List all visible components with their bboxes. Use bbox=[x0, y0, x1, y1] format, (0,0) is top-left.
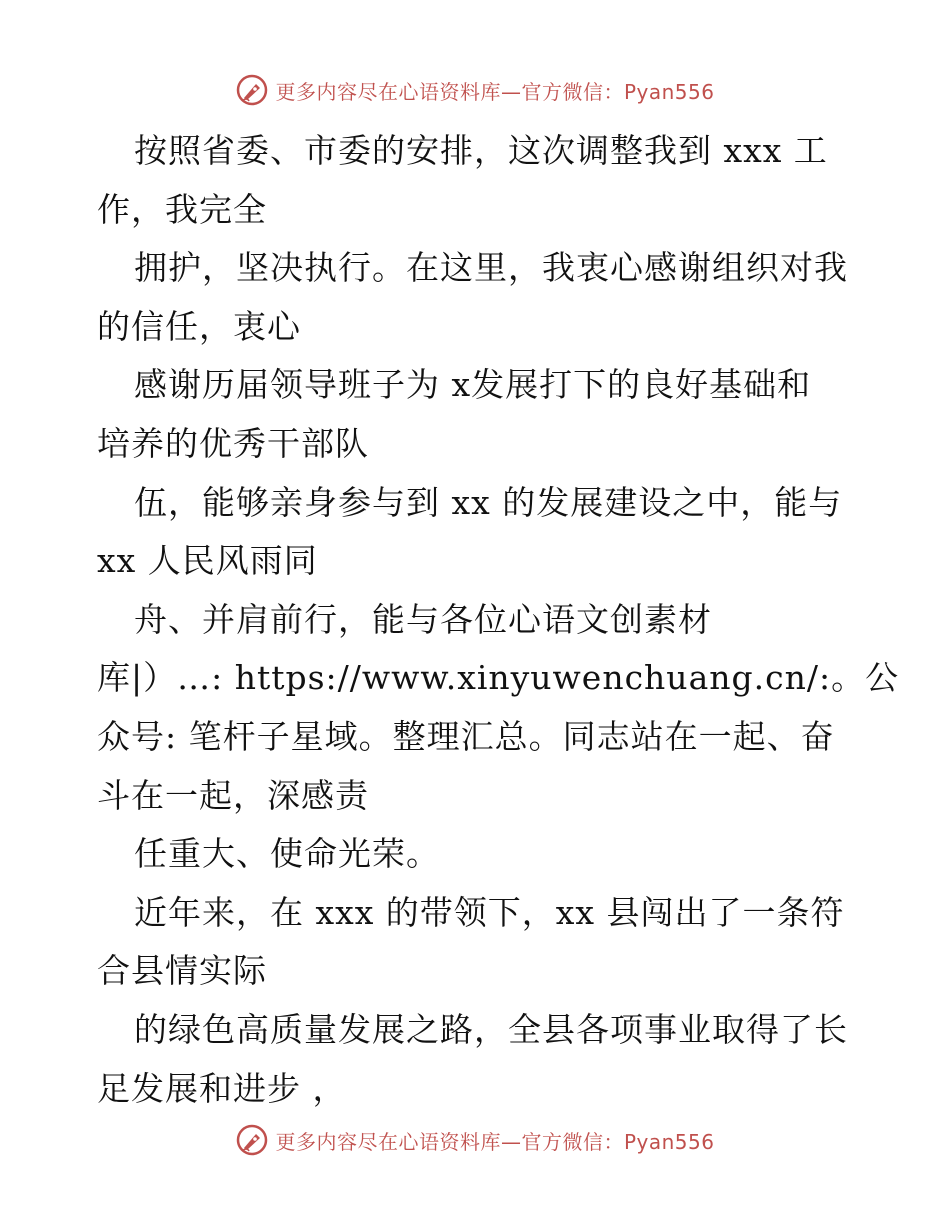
text-line: 近年来，在 xxx 的带领下，xx 县闯出了一条符 bbox=[134, 892, 845, 932]
text-line: 足发展和进步 ， bbox=[97, 1068, 347, 1108]
text-line: 库|）…: https://www.xinyuwenchuang.cn/:。公 bbox=[97, 658, 900, 698]
header-watermark-text: 更多内容尽在心语资料库—官方微信：Pyan556 bbox=[275, 79, 715, 104]
pen-nib-logo-icon bbox=[235, 73, 269, 107]
text-line: 众号: 笔杆子星域。整理汇总。同志站在一起、奋 bbox=[97, 716, 835, 756]
footer-watermark-text: 更多内容尽在心语资料库—官方微信：Pyan556 bbox=[275, 1129, 715, 1154]
text-line: 合县情实际 bbox=[97, 951, 267, 991]
text-line: xx 人民风雨同 bbox=[97, 541, 318, 581]
text-line: 作，我完全 bbox=[97, 189, 267, 229]
text-line: 的绿色高质量发展之路，全县各项事业取得了长 bbox=[134, 1009, 848, 1049]
text-line: 感谢历届领导班子为 x发展打下的良好基础和 bbox=[134, 365, 812, 405]
text-line: 培养的优秀干部队 bbox=[97, 423, 369, 463]
document-body bbox=[97, 122, 900, 1118]
text-line: 伍，能够亲身参与到 xx 的发展建设之中，能与 bbox=[134, 482, 843, 522]
header-watermark-banner bbox=[0, 70, 950, 110]
text-line: 舟、并肩前行，能与各位心语文创素材 bbox=[134, 599, 712, 639]
text-line: 按照省委、市委的安排，这次调整我到 xxx 工 bbox=[134, 131, 828, 170]
text-line: 的信任，衷心 bbox=[97, 306, 301, 346]
text-line: 任重大、使命光荣。 bbox=[134, 834, 440, 874]
pen-nib-logo-icon bbox=[235, 1123, 269, 1157]
text-line: 拥护，坚决执行。在这里，我衷心感谢组织对我 bbox=[134, 248, 848, 288]
footer-watermark-banner bbox=[0, 1120, 950, 1160]
text-line: 斗在一起，深感责 bbox=[97, 775, 369, 815]
